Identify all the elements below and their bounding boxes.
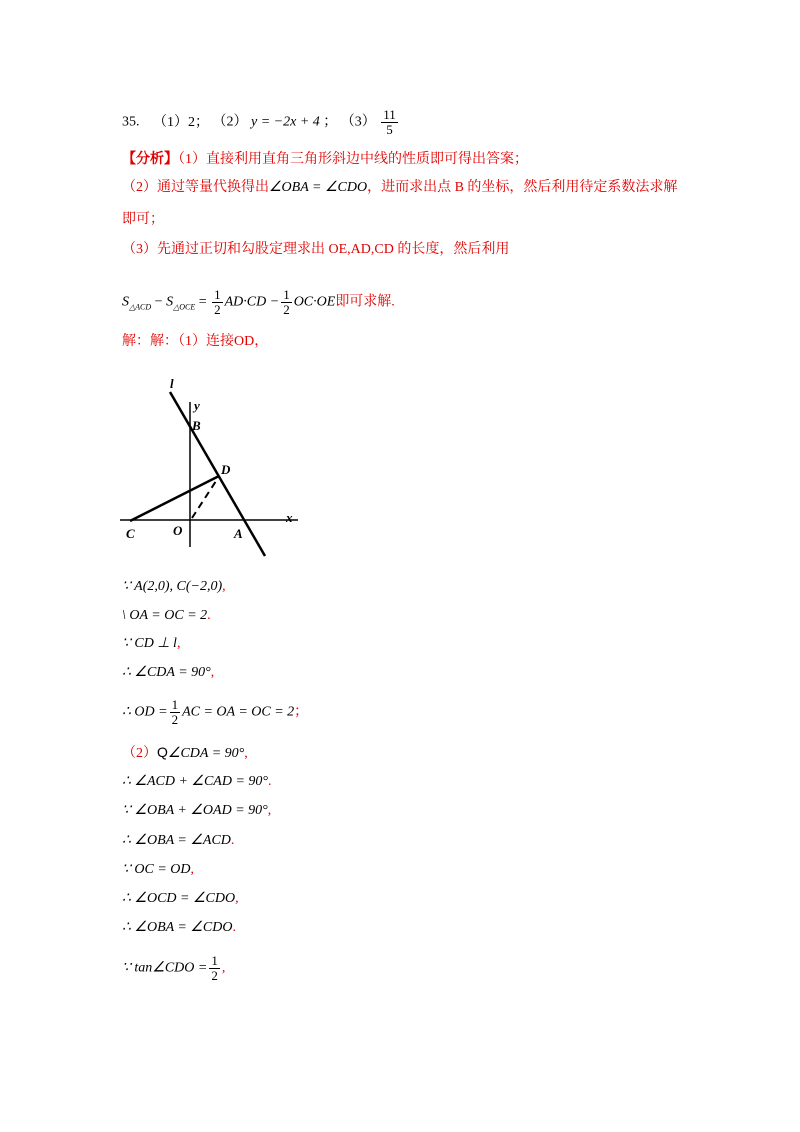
label-O: O — [173, 523, 183, 538]
label-B: B — [192, 418, 201, 433]
label-C: C — [126, 526, 135, 541]
analysis-tag: 【分析】 — [122, 152, 178, 167]
analysis-line-1: 【分析】（1）直接利用直角三角形斜边中线的性质即可得出答案； — [122, 152, 528, 167]
step-1: ∵ A(2,0), C(−2,0), — [122, 579, 226, 594]
question-number: 35. — [122, 114, 140, 130]
step-10: ∵ OC = OD, — [122, 862, 195, 877]
label-D: D — [221, 462, 231, 477]
answer-part3-label: （3） — [340, 114, 376, 130]
answer-part2-sep: ； — [323, 114, 338, 130]
step-2: \ OA = OC = 2. — [122, 608, 211, 623]
analysis-formula-line: $S_{\triangle ACD} - S_{\triangle OCE}$ = $\frac{1}{2}$ AD·CD − $\frac{1}{2}$ OC·OE即可求解. — [122, 287, 395, 317]
answer-part2-label: （2） — [212, 114, 248, 130]
analysis-line-3: 即可； — [122, 212, 164, 227]
answer-part1: （1）2； — [153, 114, 209, 130]
label-y: y — [194, 398, 200, 413]
coordinate-figure — [118, 372, 318, 572]
step-3: ∵ CD ⊥ l, — [122, 636, 181, 651]
step-6: （2）Q∠CDA = 90°, — [122, 744, 248, 761]
label-l: l — [170, 376, 174, 391]
step-4: ∴ ∠CDA = 90°, — [122, 665, 215, 680]
segment-CD — [130, 476, 219, 521]
answer-part2-expr: y = −2x + 4 — [251, 114, 320, 130]
label-A: A — [234, 526, 243, 541]
analysis-line-4: （3）先通过正切和勾股定理求出 OE,AD,CD 的长度，然后利用 — [122, 242, 510, 257]
analysis-line-2: （2）通过等量代换得出∠OBA = ∠CDO，进而求出点 B 的坐标，然后利用待定系数法求解 — [122, 180, 678, 195]
step-9: ∴ ∠OBA = ∠ACD. — [122, 833, 235, 848]
answer-part3-fraction: $\frac{11}{5}$ — [383, 107, 396, 137]
solution-start: 解：解：（1）连接OD， — [122, 334, 269, 349]
step-13: ∵ tan∠CDO = $\frac{1}{2}$ , — [122, 953, 226, 983]
label-x: x — [286, 510, 293, 525]
step-5: ∴ OD = $\frac{1}{2}$ AC = OA = OC = 2； — [122, 697, 309, 727]
line-l — [170, 392, 265, 556]
answer-line — [122, 108, 400, 137]
step-7: ∴ ∠ACD + ∠CAD = 90°. — [122, 774, 272, 789]
step-12: ∴ ∠OBA = ∠CDO. — [122, 920, 236, 935]
step-11: ∴ ∠OCD = ∠CDO, — [122, 891, 239, 906]
step-8: ∵ ∠OBA + ∠OAD = 90°, — [122, 803, 272, 818]
